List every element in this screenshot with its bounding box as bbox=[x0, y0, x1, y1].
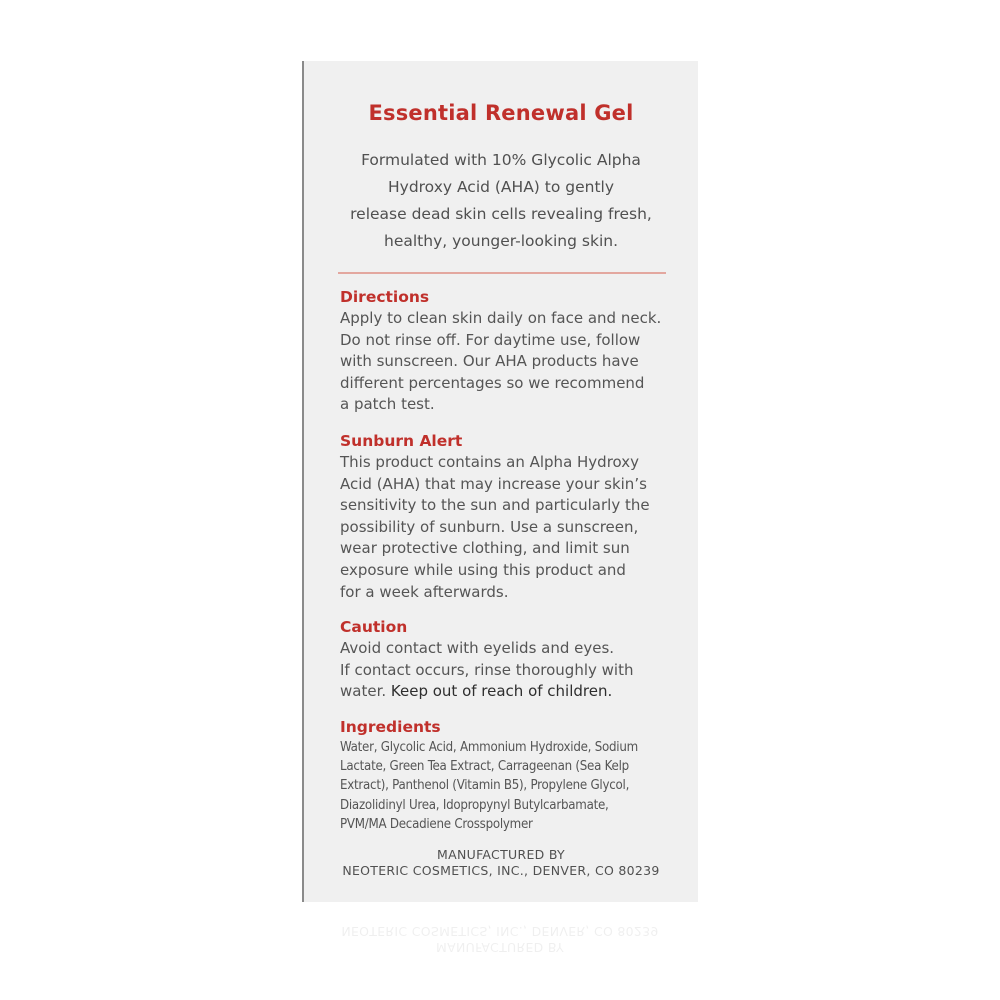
sunburn-alert-heading: Sunburn Alert bbox=[340, 432, 463, 450]
section-divider bbox=[338, 272, 666, 274]
caution-body bbox=[340, 638, 633, 703]
directions-line: a patch test. bbox=[340, 395, 435, 414]
sunburn-line: This product contains an Alpha Hydroxy bbox=[340, 453, 640, 471]
directions-heading: Directions bbox=[340, 288, 430, 306]
sunburn-line: exposure while using this product and bbox=[340, 560, 626, 579]
caution-heading: Caution bbox=[340, 618, 408, 636]
intro-line: Hydroxy Acid (AHA) to gently bbox=[387, 178, 615, 196]
intro-line: release dead skin cells revealing fresh, bbox=[350, 205, 652, 223]
ingredients-list bbox=[340, 738, 638, 834]
ingredients-line: Water, Glycolic Acid, Ammonium Hydroxide, Sodium bbox=[340, 740, 638, 755]
caution-line: If contact occurs, rinse thoroughly with bbox=[340, 660, 634, 679]
product-intro bbox=[304, 147, 698, 255]
ingredients-line: Diazolidinyl Urea, Idopropynyl Butylcarbamate, bbox=[340, 797, 609, 813]
manufacturer-address: NEOTERIC COSMETICS, INC., DENVER, CO 80239 bbox=[342, 863, 660, 878]
ingredients-line: PVM/MA Decadiene Crosspolymer bbox=[340, 816, 533, 832]
directions-line: Do not rinse off. For daytime use, follow bbox=[340, 330, 641, 349]
caution-line-prefix: water. bbox=[340, 682, 391, 701]
ingredients-line: Lactate, Green Tea Extract, Carrageenan (Sea Kelp bbox=[340, 759, 629, 775]
directions-line: different percentages so we recommend bbox=[340, 373, 645, 392]
directions-body bbox=[340, 308, 661, 416]
manufactured-by-label: MANUFACTURED BY bbox=[437, 847, 565, 862]
product-label-panel bbox=[302, 61, 698, 902]
reflection-line: NEOTERIC COSMETICS, INC., DENVER, CO 80239 bbox=[341, 924, 659, 939]
reflection-line: MANUFACTURED BY bbox=[436, 940, 564, 955]
sunburn-line: for a week afterwards. bbox=[340, 582, 509, 601]
sunburn-line: sensitivity to the sun and particularly the bbox=[340, 496, 650, 515]
ingredients-heading: Ingredients bbox=[340, 718, 441, 736]
sunburn-line: Acid (AHA) that may increase your skin’s bbox=[340, 474, 647, 493]
sunburn-line: wear protective clothing, and limit sun bbox=[340, 539, 630, 558]
directions-line: Apply to clean skin daily on face and neck. bbox=[340, 309, 662, 327]
intro-line: healthy, younger-looking skin. bbox=[384, 232, 618, 250]
ingredients-line: Extract), Panthenol (Vitamin B5), Propylene Glycol, bbox=[340, 778, 630, 794]
caution-line bbox=[340, 681, 633, 703]
product-title: Essential Renewal Gel bbox=[368, 101, 634, 125]
caution-line: Avoid contact with eyelids and eyes. bbox=[340, 639, 615, 657]
children-warning: Keep out of reach of children. bbox=[390, 682, 613, 701]
sunburn-line: possibility of sunburn. Use a sunscreen, bbox=[340, 517, 639, 536]
directions-line: with sunscreen. Our AHA products have bbox=[340, 352, 639, 371]
manufacturer-footer bbox=[304, 847, 698, 879]
intro-line: Formulated with 10% Glycolic Alpha bbox=[361, 151, 641, 169]
footer-reflection bbox=[302, 905, 698, 955]
sunburn-alert-body bbox=[340, 452, 650, 603]
